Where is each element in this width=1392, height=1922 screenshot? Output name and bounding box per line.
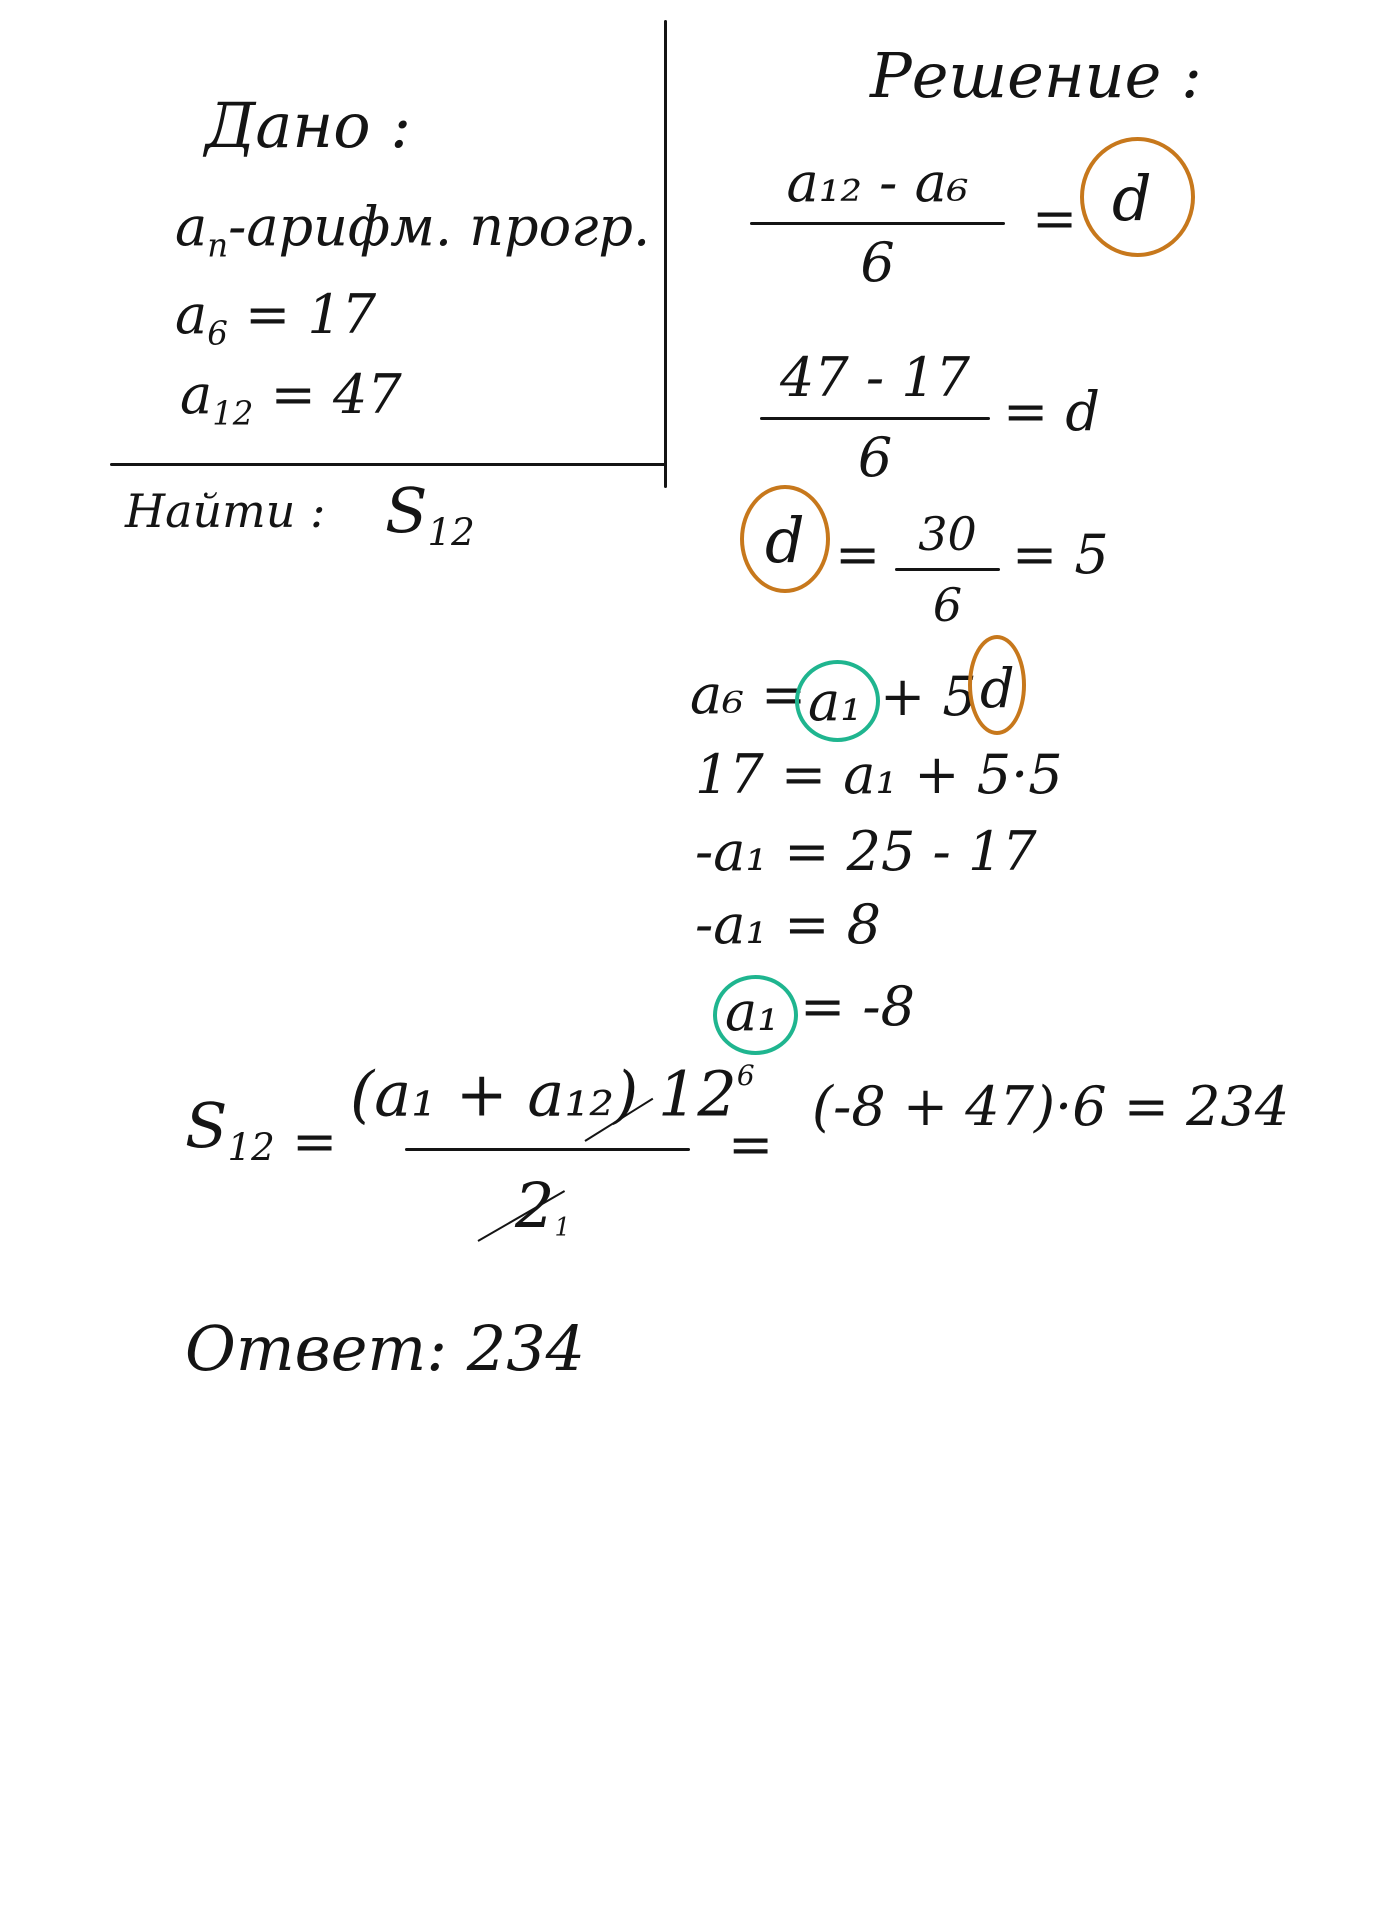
step2: 17 = a₁ + 5·5 [695,743,1063,806]
find-target-sub: 12 [427,510,475,555]
eq2-denominator: 6 [857,425,893,489]
given-a6-value: = 17 [244,283,377,346]
step1-lhs: a₆ = [690,663,807,726]
given-line-progression-sub: n [207,226,229,265]
eq2-fraction-bar [760,417,990,420]
sum-equals-1: = [292,1110,338,1173]
sum-denominator-text: 2 [515,1169,555,1242]
given-line-progression [175,195,651,265]
given-line-progression-text: -арифм. прогр. [228,195,651,258]
given-heading: Дано : [205,89,412,162]
step5-a1: a₁ [725,980,779,1043]
sum-fraction-bar [405,1148,690,1151]
solution-heading: Решение : [870,39,1202,112]
eq1-equals: = [1032,187,1078,250]
eq3-denominator: 6 [932,578,963,633]
step1-d: d [980,657,1015,720]
sum-numerator-text: (a₁ + a₁₂) 12 [350,1057,737,1131]
sum-lhs-base: S [185,1089,228,1162]
given-line-progression-base: a [175,195,208,258]
eq2-numerator: 47 - 17 [779,346,970,409]
find-target-base: S [385,474,428,547]
step1-plus: + 5 [880,665,977,728]
find-target [385,474,475,555]
sum-lhs [185,1089,275,1170]
eq2-fraction [760,346,990,489]
step5-rhs: = -8 [800,975,916,1038]
step3: -a₁ = 25 - 17 [695,820,1037,883]
given-divider-vertical [664,20,667,488]
given-a6-base: a [175,283,208,346]
given-line-a6 [175,283,377,353]
sum-lhs-sub: 12 [227,1125,275,1170]
eq1-fraction [750,151,1005,294]
eq1-result-d: d [1112,162,1152,235]
given-line-a12 [180,363,402,433]
step4: -a₁ = 8 [695,893,882,956]
given-a6-sub: 6 [207,314,228,353]
sum-denominator-reduced: 1 [554,1212,571,1242]
eq1-fraction-bar [750,222,1005,225]
sum-numerator-reduced: 6 [736,1059,755,1092]
step1-a1: a₁ [808,670,862,733]
sum-equals-2: = [728,1113,774,1176]
given-a12-sub: 12 [212,394,254,433]
sum-numerator [350,1057,755,1131]
answer: Ответ: 234 [185,1312,586,1385]
eq3-rhs: = 5 [1012,523,1109,586]
eq3-lhs-d: d [765,504,805,577]
find-label: Найти : [125,484,326,538]
sum-denominator [515,1169,571,1242]
eq3-fraction [895,507,1000,633]
given-a12-value: = 47 [270,363,402,426]
given-divider-horizontal [110,463,666,466]
eq1-numerator: a₁₂ - a₆ [786,151,969,214]
eq3-fraction-bar [895,568,1000,571]
given-a12-base: a [180,363,213,426]
sum-rhs: (-8 + 47)·6 = 234 [812,1075,1290,1138]
eq2-rhs: = d [1003,380,1100,443]
eq3-numerator: 30 [918,507,977,561]
eq3-equals: = [835,523,881,586]
eq1-denominator: 6 [860,230,895,294]
